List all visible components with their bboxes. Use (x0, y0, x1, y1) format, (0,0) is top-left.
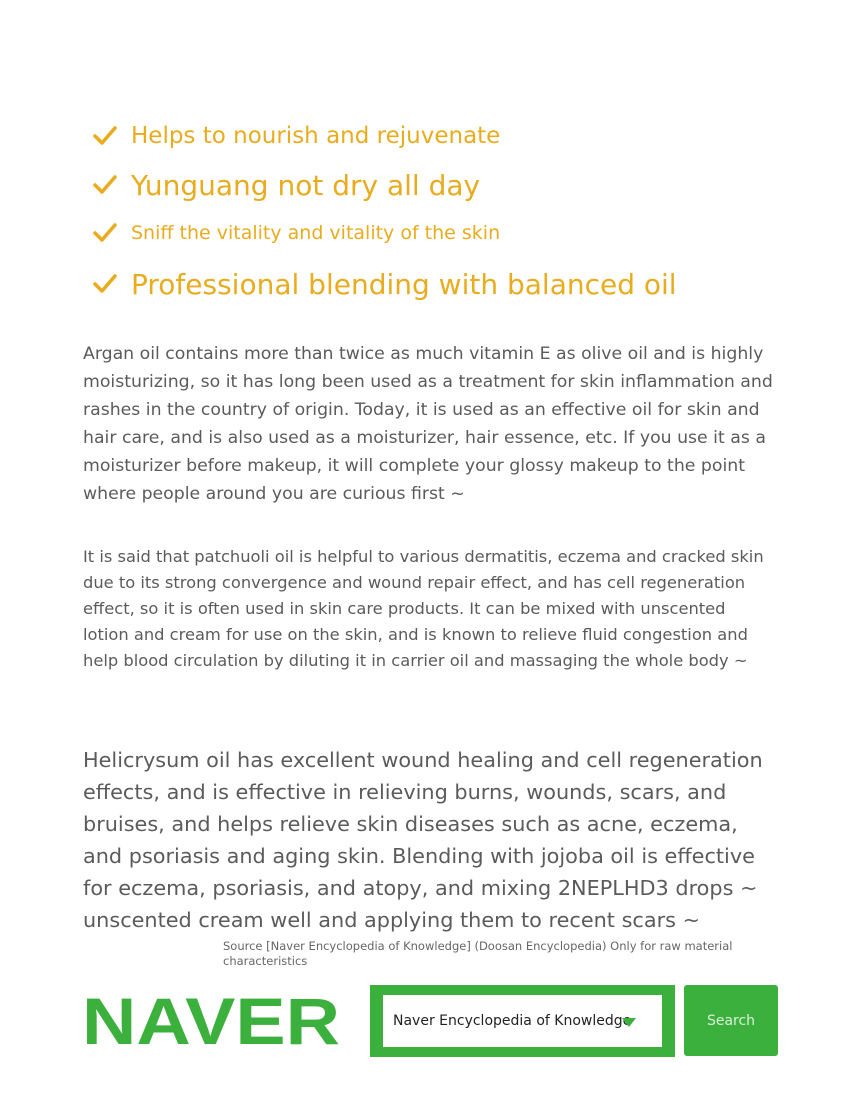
feature-label: Yunguang not dry all day (131, 168, 481, 202)
search-scope-selected-value: Naver Encyclopedia of Knowledge (393, 1013, 632, 1029)
feature-item (92, 210, 792, 256)
feature-item (92, 112, 792, 160)
feature-item (92, 258, 792, 310)
feature-list (92, 112, 792, 310)
patchouli-oil-paragraph: It is said that patchuoli oil is helpful to various dermatitis, eczema and cracked skin due to its strong convergence and wound repair effect, and has cell regeneration effect, so it is often used in skin care products. It can be mixed with unscented lotion and cream for use on the skin, and is known to relieve fluid congestion and help blood circulation by diluting it in carrier oil and massaging the whole body ~ (83, 547, 764, 670)
argan-oil-paragraph: Argan oil contains more than twice as much vitamin E as olive oil and is highly moisturizing, so it has long been used as a treatment for skin inflammation and rashes in the country of origin. Today, it is used as an effective oil for skin and hair care, and is also used as a moisturizer, hair essence, etc. If you use it as a moisturizer before makeup, it will complete your glossy makeup to the point where people around you are curious first ~ (83, 344, 773, 504)
search-scope-dropdown[interactable] (383, 995, 662, 1047)
feature-label: Sniff the vitality and vitality of the skin (131, 222, 501, 244)
search-scope-dropdown-container (370, 985, 675, 1057)
checkmark-icon (92, 271, 118, 297)
feature-label: Professional blending with balanced oil (131, 267, 677, 301)
checkmark-icon (92, 123, 118, 149)
checkmark-icon (92, 172, 118, 198)
feature-label: Helps to nourish and rejuvenate (131, 123, 501, 149)
dropdown-caret-icon[interactable] (622, 1018, 636, 1027)
source-note: Source [Naver Encyclopedia of Knowledge] (Doosan Encyclopedia) Only for raw material characteristics (223, 939, 733, 968)
feature-item (92, 160, 792, 210)
naver-logo-text: NAVER (82, 992, 340, 1048)
naver-logo (82, 992, 342, 1048)
helicrysum-oil-paragraph: Helicrysum oil has excellent wound healing and cell regeneration effects, and is effective in relieving burns, wounds, scars, and bruises, and helps relieve skin diseases such as acne, eczema, and psoriasis and aging skin. Blending with jojoba oil is effective for eczema, psoriasis, and atopy, and mixing 2NEPLHD3 drops ~ unscented cream well and applying them to recent scars ~ (83, 748, 763, 932)
checkmark-icon (92, 220, 118, 246)
search-button[interactable]: Search (684, 985, 778, 1056)
